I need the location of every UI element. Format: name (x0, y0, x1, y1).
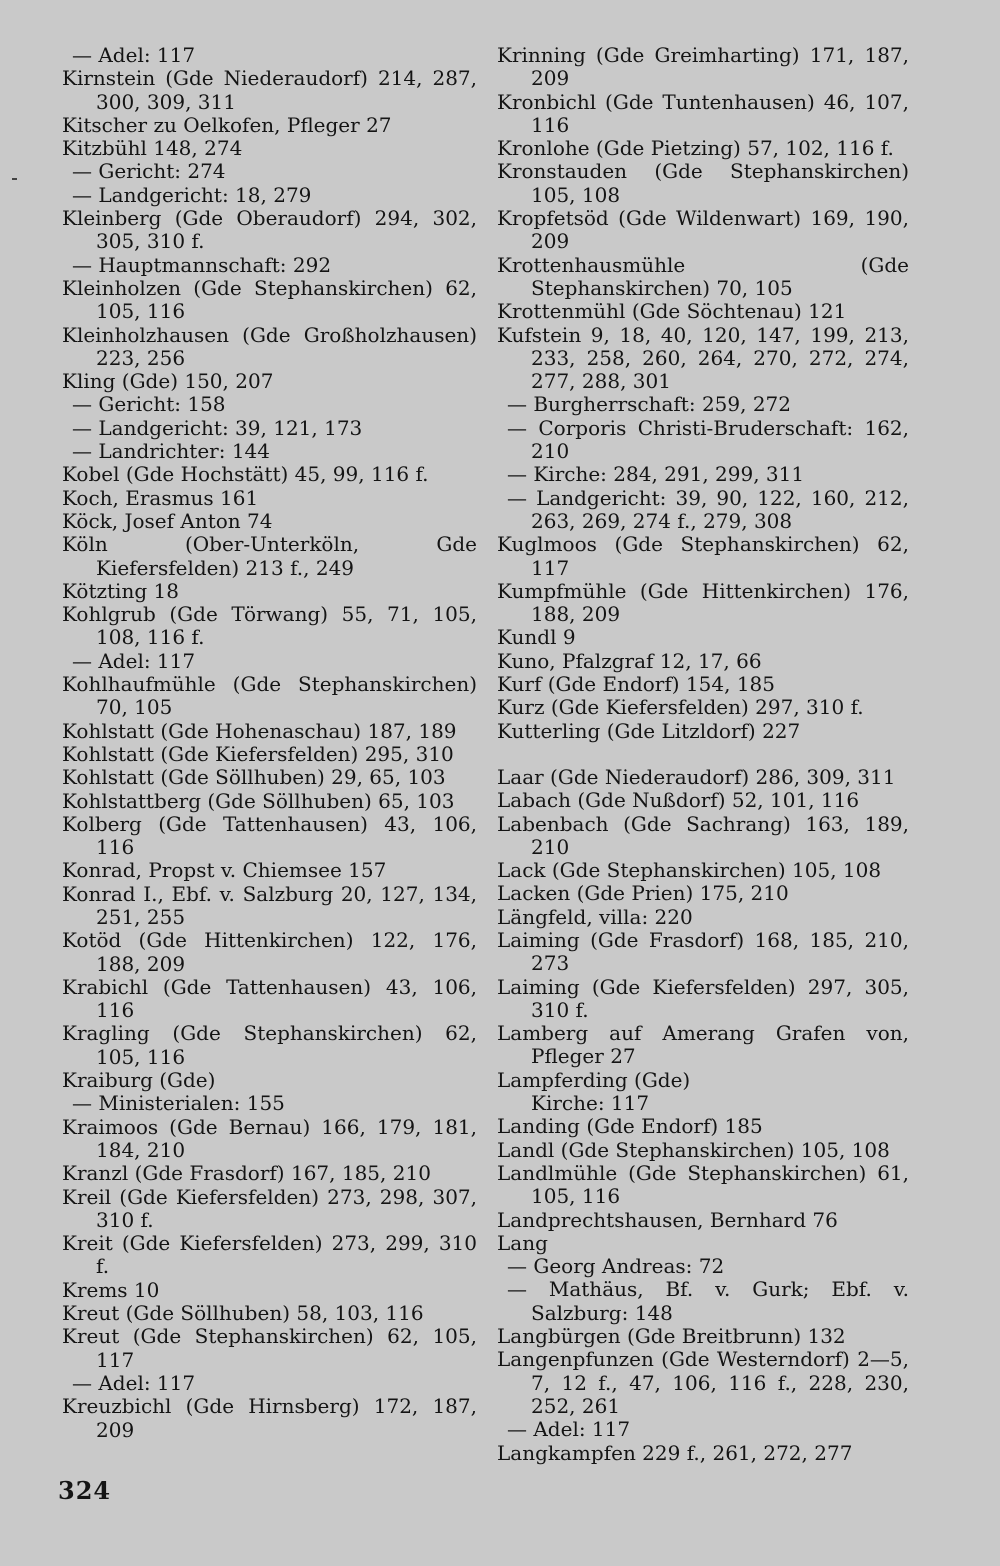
index-entry: Konrad I., Ebf. v. Salzburg 20, 127, 134, 251, 255 (62, 881, 477, 929)
index-entry: Kolberg (Gde Tattenhausen) 43, 106, 116 (62, 811, 477, 860)
index-entry: Kronstauden (Gde Stephanskirchen) 105, 108 (497, 159, 909, 207)
index-entry: Kraimoos (Gde Bernau) 166, 179, 181, 184, 210 (62, 1114, 477, 1162)
index-column-left (62, 44, 477, 1442)
index-entry: Landprechtshausen, Bernhard 76 (497, 1207, 838, 1232)
index-entry: Lacken (Gde Prien) 175, 210 (497, 881, 789, 906)
index-entry: Landlmühle (Gde Stephanskirchen) 61, 105, 116 (497, 1160, 909, 1209)
index-entry: Laiming (Gde Kiefersfelden) 297, 305, 310 f. (497, 974, 909, 1022)
index-entry: Kropfetsöd (Gde Wildenwart) 169, 190, 209 (497, 206, 909, 254)
index-subentry: — Landgericht: 18, 279 (72, 182, 312, 207)
index-entry: Kotöd (Gde Hittenkirchen) 122, 176, 188, 209 (62, 928, 477, 976)
index-subentry: — Georg Andreas: 72 (507, 1254, 725, 1279)
index-entry: Kötzting 18 (62, 578, 179, 603)
index-subentry: — Ministerialen: 155 (72, 1091, 285, 1116)
index-subentry: — Kirche: 284, 291, 299, 311 (507, 462, 805, 487)
index-entry: Kreut (Gde Stephanskirchen) 62, 105, 117 (62, 1324, 477, 1372)
index-entry: Krems 10 (62, 1277, 160, 1302)
index-entry: Kohlgrub (Gde Törwang) 55, 71, 105, 108, 116 f. (62, 602, 477, 650)
index-entry: Kobel (Gde Hochstätt) 45, 99, 116 f. (62, 462, 429, 487)
index-entry: Kleinholzhausen (Gde Großholzhausen) 223, 256 (62, 322, 477, 370)
index-entry: Lampferding (Gde) (497, 1067, 691, 1092)
index-entry: Kuno, Pfalzgraf 12, 17, 66 (497, 648, 762, 673)
index-entry: Kragling (Gde Stephanskirchen) 62, 105, 116 (62, 1021, 477, 1069)
index-subentry: — Landgericht: 39, 90, 122, 160, 212, 263, 269, 274 f., 279, 308 (507, 485, 909, 533)
index-entry: Krinning (Gde Greimharting) 171, 187, 209 (497, 43, 909, 91)
index-entry: Kronbichl (Gde Tuntenhausen) 46, 107, 116 (497, 89, 909, 137)
index-entry: Kling (Gde) 150, 207 (62, 369, 274, 394)
index-subentry: — Adel: 117 (507, 1417, 631, 1442)
index-entry: Lack (Gde Stephanskirchen) 105, 108 (497, 858, 882, 883)
index-entry: Kraiburg (Gde) (62, 1068, 216, 1093)
index-subentry: — Gericht: 274 (72, 159, 226, 184)
index-entry: Kohlstatt (Gde Kiefersfelden) 295, 310 (62, 741, 454, 766)
index-entry: Langenpfunzen (Gde Westerndorf) 2—5, 7, 12 f., 47, 106, 116 f., 228, 230, 252, 261 (497, 1347, 909, 1418)
index-entry: Kitscher zu Oelkofen, Pfleger 27 (62, 112, 392, 137)
index-subentry: — Burgherrschaft: 259, 272 (507, 392, 792, 417)
index-subentry: — Hauptmannschaft: 292 (72, 252, 332, 277)
index-entry: Kurf (Gde Endorf) 154, 185 (497, 672, 775, 697)
index-entry: Kreut (Gde Söllhuben) 58, 103, 116 (62, 1301, 424, 1326)
index-entry: Kurz (Gde Kiefersfelden) 297, 310 f. (497, 695, 864, 720)
index-entry: Landing (Gde Endorf) 185 (497, 1114, 763, 1139)
index-subentry: — Corporis Christi-Bruderschaft: 162, 210 (507, 415, 909, 464)
index-entry: Kreit (Gde Kiefersfelden) 273, 299, 310 f. (62, 1231, 477, 1279)
index-entry: Kronlohe (Gde Pietzing) 57, 102, 116 f. (497, 136, 894, 161)
index-entry: Kufstein 9, 18, 40, 120, 147, 199, 213, 233, 258, 260, 264, 270, 272, 274, 277, 288, 301 (497, 322, 909, 394)
index-entry: Kitzbühl 148, 274 (62, 136, 243, 161)
index-entry: Langkampfen 229 f., 261, 272, 277 (497, 1440, 853, 1465)
index-entry: Konrad, Propst v. Chiemsee 157 (62, 858, 387, 883)
index-entry: Kuglmoos (Gde Stephanskirchen) 62, 117 (497, 532, 909, 580)
index-entry: Kumpfmühle (Gde Hittenkirchen) 176, 188, 209 (497, 578, 909, 627)
index-entry: Kohlstatt (Gde Söllhuben) 29, 65, 103 (62, 765, 446, 790)
index-entry: Kleinholzen (Gde Stephanskirchen) 62, 105, 116 (62, 275, 477, 324)
index-entry: Krabichl (Gde Tattenhausen) 43, 106, 116 (62, 974, 477, 1023)
index-entry: Längfeld, villa: 220 (497, 904, 693, 929)
page-number: 324 (58, 1476, 112, 1505)
index-column-right (497, 44, 909, 1465)
index-subentry: — Adel: 117 (72, 43, 196, 67)
index-entry: Kreil (Gde Kiefersfelden) 273, 298, 307, 310 f. (62, 1184, 477, 1232)
index-subentry: — Gericht: 158 (72, 392, 226, 417)
index-entry: Kundl 9 (497, 625, 576, 650)
index-entry: Köln (Ober-Unterköln, Gde Kiefersfelden) 213 f., 249 (62, 532, 477, 580)
index-entry: Landl (Gde Stephanskirchen) 105, 108 (497, 1137, 890, 1162)
index-subentry: — Mathäus, Bf. v. Gurk; Ebf. v. Salzburg: 148 (507, 1277, 909, 1325)
index-entry: Laar (Gde Niederaudorf) 286, 309, 311 (497, 764, 896, 789)
index-entry: Labenbach (Gde Sachrang) 163, 189, 210 (497, 811, 909, 859)
scan-speck (12, 178, 17, 180)
index-subentry: — Landgericht: 39, 121, 173 (72, 415, 363, 440)
index-entry: Kohlstatt (Gde Hohenaschau) 187, 189 (62, 718, 457, 743)
index-subentry: — Landrichter: 144 (72, 439, 270, 464)
index-entry: Labach (Gde Nußdorf) 52, 101, 116 (497, 788, 860, 813)
index-entry: Kranzl (Gde Frasdorf) 167, 185, 210 (62, 1161, 431, 1186)
index-entry: Krottenhausmühle (Gde Stephanskirchen) 70, 105 (497, 252, 909, 300)
index-entry: Kleinberg (Gde Oberaudorf) 294, 302, 305, 310 f. (62, 206, 477, 254)
index-entry: Kutterling (Gde Litzldorf) 227 (497, 718, 801, 743)
index-subentry: — Adel: 117 (72, 648, 196, 673)
index-subentry: Kirche: 117 (531, 1091, 650, 1116)
index-entry: Krottenmühl (Gde Söchtenau) 121 (497, 299, 847, 324)
index-entry: Langbürgen (Gde Breitbrunn) 132 (497, 1324, 846, 1349)
index-entry: Kreuzbichl (Gde Hirnsberg) 172, 187, 209 (62, 1394, 477, 1442)
index-entry: Laiming (Gde Frasdorf) 168, 185, 210, 273 (497, 927, 909, 976)
index-entry: Kohlhaufmühle (Gde Stephanskirchen) 70, 105 (62, 672, 477, 720)
index-entry: Lang (497, 1230, 548, 1255)
index-entry: Koch, Erasmus 161 (62, 485, 259, 510)
section-gap (497, 743, 909, 766)
index-entry: Lamberg auf Amerang Grafen von, Pfleger 27 (497, 1021, 909, 1069)
index-entry: Kirnstein (Gde Niederaudorf) 214, 287, 300, 309, 311 (62, 66, 477, 114)
index-entry: Köck, Josef Anton 74 (62, 508, 273, 533)
index-entry: Kohlstattberg (Gde Söllhuben) 65, 103 (62, 788, 455, 813)
index-subentry: — Adel: 117 (72, 1370, 196, 1395)
